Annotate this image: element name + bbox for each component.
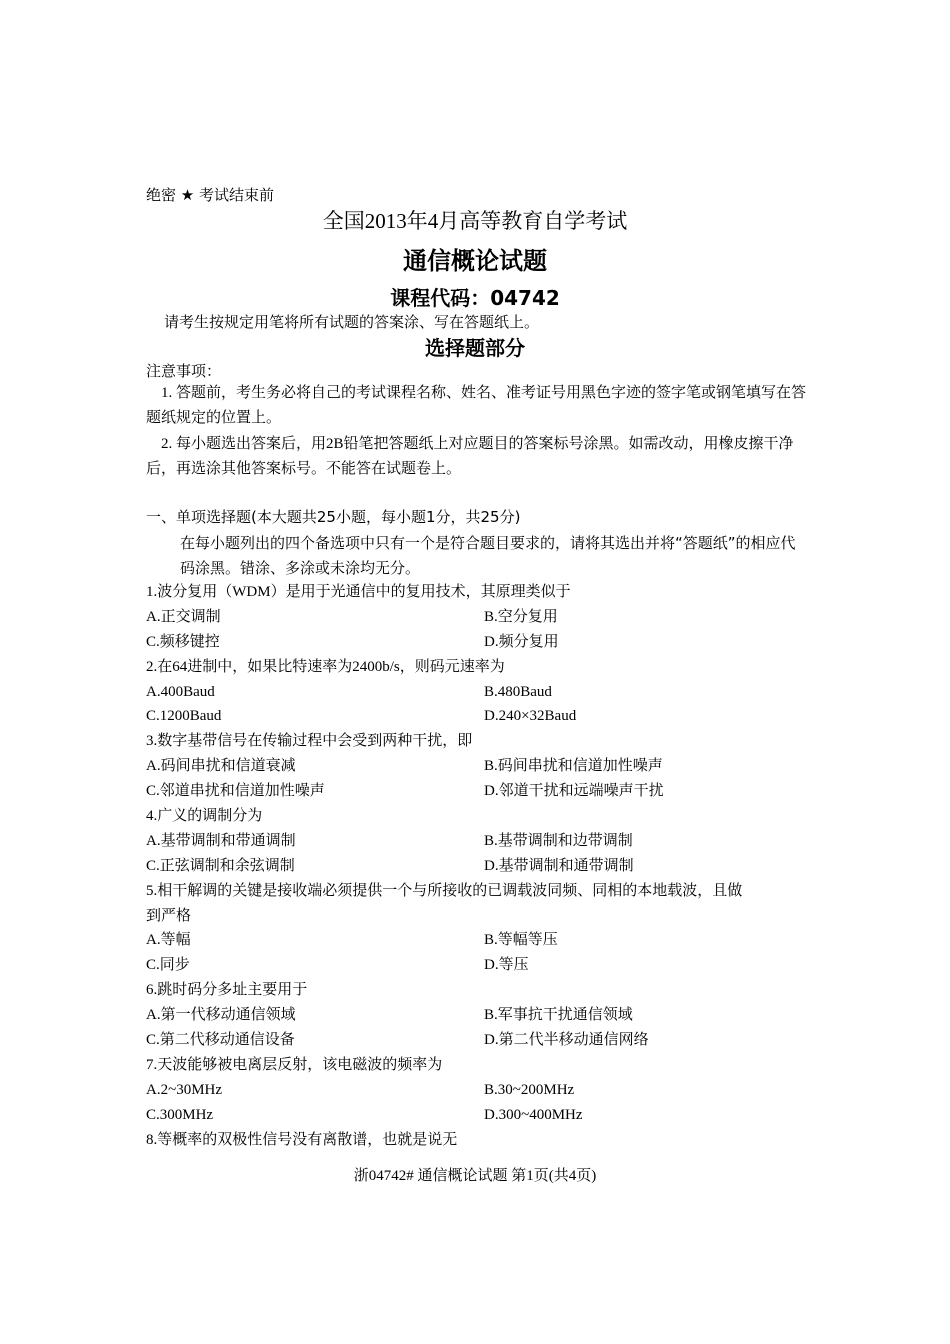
option-right: D.240×32Baud <box>484 708 577 725</box>
option-right: B.480Baud <box>484 683 552 700</box>
exam-name: 全国2013年4月高等教育自学考试 <box>322 209 628 233</box>
option-right: B.军事抗干扰通信领域 <box>484 1007 633 1024</box>
option-right: D.第二代半移动通信网络 <box>484 1032 649 1049</box>
question-stem: 1.波分复用（WDM）是用于光通信中的复用技术，其原理类似于 <box>146 584 571 600</box>
option-left: C.邻道串扰和信道加性噪声 <box>146 783 325 800</box>
option-right: D.300~400MHz <box>484 1106 583 1123</box>
option-row <box>146 928 826 953</box>
question-stem: 6.跳时码分多址主要用于 <box>146 982 308 999</box>
part-title: 选择题部分 <box>425 336 525 360</box>
question-stem: 7.天波能够被电离层反射，该电磁波的频率为 <box>146 1056 443 1073</box>
question-stem: 到严格 <box>146 907 192 924</box>
option-left: C.1200Baud <box>146 708 222 725</box>
question-stem: 2.在64进制中，如果比特速率为2400b/s，则码元速率为 <box>146 658 505 675</box>
option-right: B.空分复用 <box>484 608 558 625</box>
option-row <box>146 754 826 779</box>
course-code: 课程代码：04742 <box>390 286 560 310</box>
option-row <box>146 630 826 655</box>
question-stem: 4.广义的调制分为 <box>146 808 263 825</box>
note-item-2: 2. 每小题选出答案后，用2B铅笔把答题纸上对应题目的答案标号涂黑。如需改动，用橡皮擦干净后，再选涂其他答案标号。不能答在试题卷上。 <box>146 436 794 477</box>
question-stem: 8.等概率的双极性信号没有离散谱，也就是说无 <box>146 1131 458 1148</box>
option-left: A.2~30MHz <box>146 1081 223 1098</box>
option-right: B.30~200MHz <box>484 1081 575 1098</box>
section-title: 一、单项选择题(本大题共25小题，每小题1分，共25分) <box>146 508 521 526</box>
question-list <box>146 580 826 1152</box>
option-left: A.基带调制和带通调制 <box>146 832 296 849</box>
option-right: B.码间串扰和信道加性噪声 <box>484 758 663 775</box>
page-footer: 浙04742# 通信概论试题 第1页(共4页) <box>353 1168 597 1184</box>
option-row <box>146 1103 826 1128</box>
subject-title: 通信概论试题 <box>403 247 547 275</box>
option-row <box>146 1028 826 1053</box>
option-left: A.400Baud <box>146 683 215 700</box>
option-left: C.同步 <box>146 957 190 974</box>
option-row <box>146 953 826 978</box>
note-item-1: 1. 答题前，考生务必将自己的考试课程名称、姓名、准考证号用黑色字迹的签字笔或钢笔填写在答题纸规定的位置上。 <box>146 385 807 426</box>
answer-instruction: 请考生按规定用笔将所有试题的答案涂、写在答题纸上。 <box>164 313 540 331</box>
option-left: C.正弦调制和余弦调制 <box>146 857 295 874</box>
option-left: A.第一代移动通信领域 <box>146 1007 296 1024</box>
option-left: C.第二代移动通信设备 <box>146 1032 295 1049</box>
notes-title: 注意事项： <box>146 362 222 380</box>
option-left: A.正交调制 <box>146 608 221 625</box>
option-row <box>146 704 826 729</box>
option-right: B.等幅等压 <box>484 932 558 949</box>
option-row <box>146 1078 826 1103</box>
option-row <box>146 779 826 804</box>
option-right: D.基带调制和通带调制 <box>484 857 634 874</box>
option-left: A.等幅 <box>146 932 191 949</box>
option-left: C.频移键控 <box>146 633 220 650</box>
option-left: A.码间串扰和信道衰减 <box>146 758 296 775</box>
question-stem: 3.数字基带信号在传输过程中会受到两种干扰，即 <box>146 733 473 750</box>
option-left: C.300MHz <box>146 1106 214 1123</box>
option-right: B.基带调制和边带调制 <box>484 832 633 849</box>
section-description: 在每小题列出的四个备选项中只有一个是符合题目要求的，请将其选出并将“答题纸”的相应代码涂黑。错涂、多涂或未涂均无分。 <box>180 534 796 577</box>
option-right: D.邻道干扰和远端噪声干扰 <box>484 783 664 800</box>
option-right: D.等压 <box>484 957 529 974</box>
option-right: D.频分复用 <box>484 633 559 650</box>
option-row <box>146 605 826 630</box>
question-stem: 5.相干解调的关键是接收端必须提供一个与所接收的已调载波同频、同相的本地载波，且做 <box>146 882 743 899</box>
option-row <box>146 829 826 854</box>
option-row <box>146 854 826 879</box>
option-row <box>146 680 826 705</box>
option-row <box>146 1003 826 1028</box>
secret-mark: 绝密 ★ 考试结束前 <box>146 186 274 204</box>
